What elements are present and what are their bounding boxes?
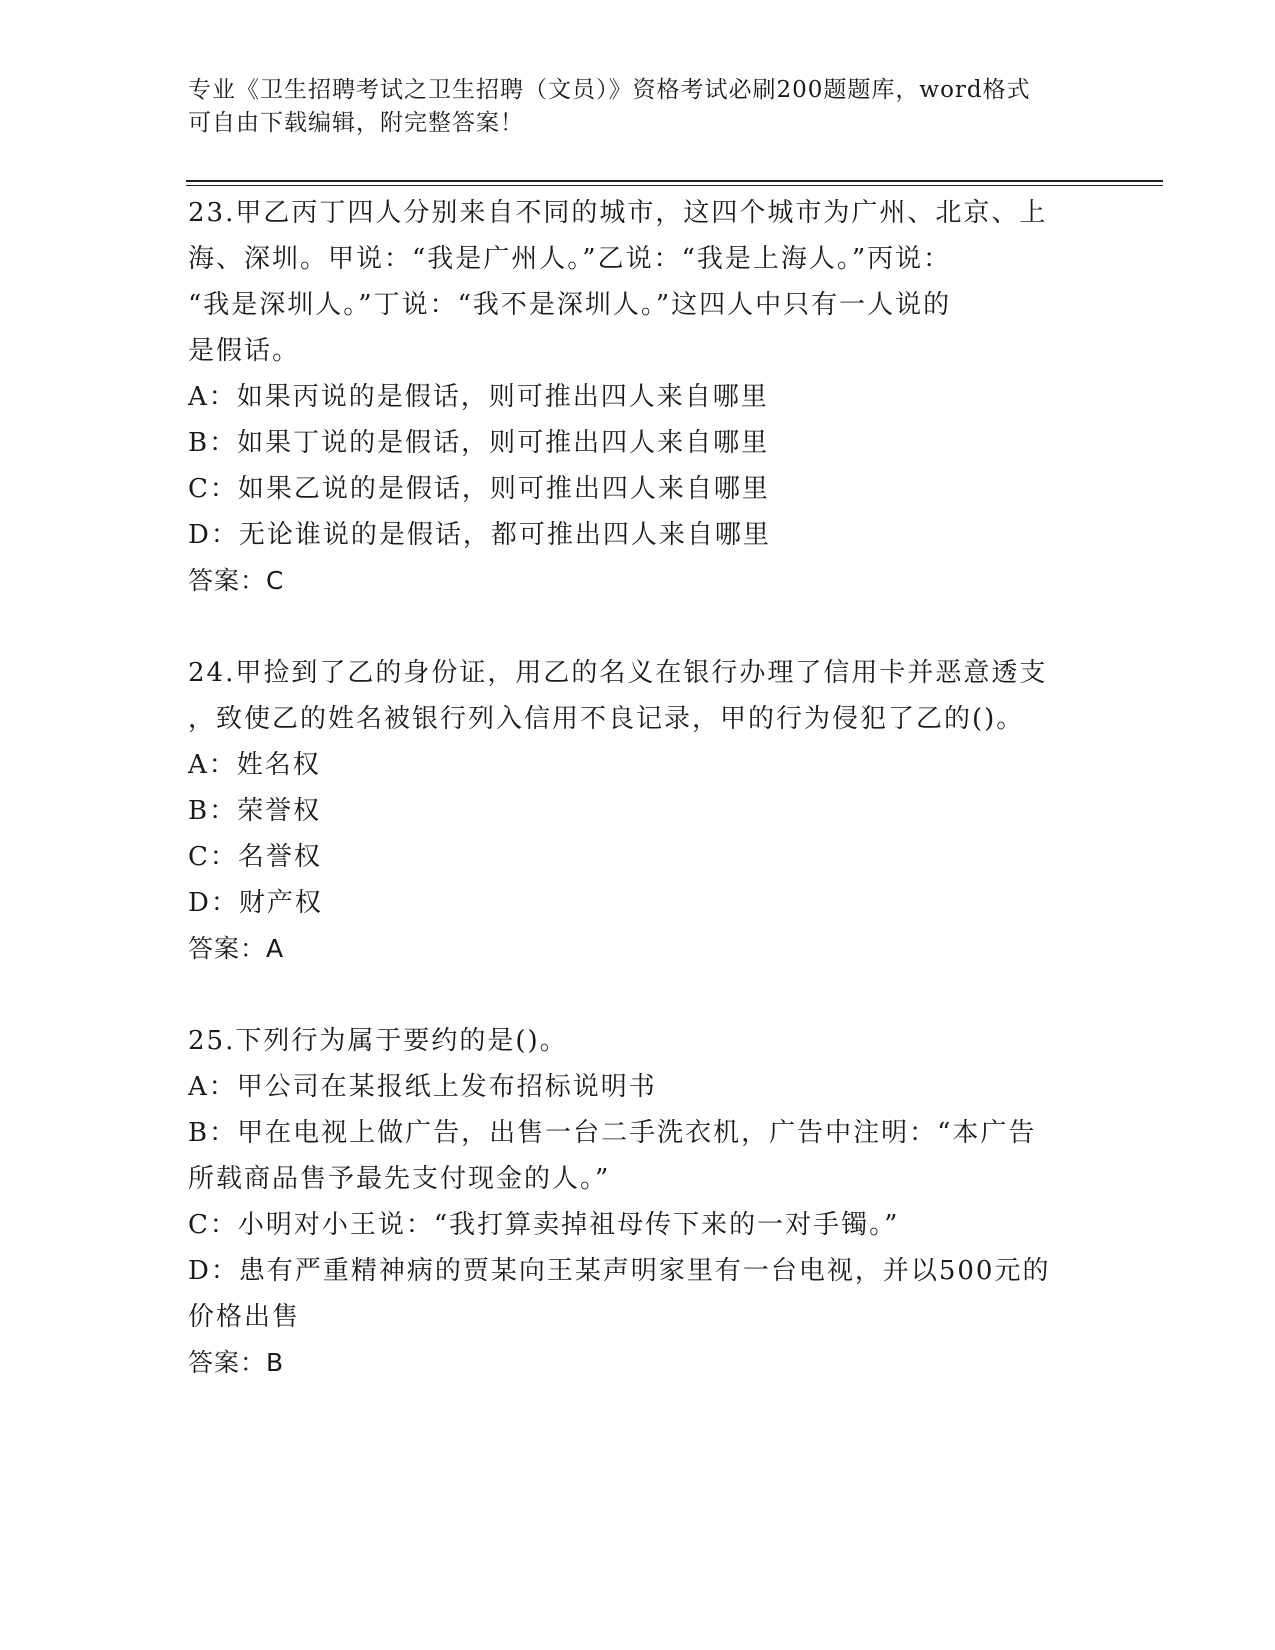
answer-label: 答案：B (188, 1348, 285, 1377)
option-b: B：荣誉权 (188, 796, 322, 826)
option-d: D：财产权 (188, 888, 323, 918)
option-a: A：姓名权 (188, 750, 321, 780)
option-b-continued: 所载商品售予最先支付现金的人。” (188, 1164, 611, 1194)
option-a: A：甲公司在某报纸上发布招标说明书 (188, 1072, 657, 1102)
question-24 (188, 650, 1088, 972)
option-d: D：患有严重精神病的贾某向王某声明家里有一台电视，并以500元的 (188, 1256, 1051, 1286)
option-b: B：甲在电视上做广告，出售一台二手洗衣机，广告中注明：“本广告 (188, 1118, 1037, 1148)
question-23 (188, 190, 1088, 604)
answer-label: 答案：C (188, 566, 285, 595)
question-stem-line: 23.甲乙丙丁四人分别来自不同的城市，这四个城市为广州、北京、上 (188, 198, 1048, 228)
question-stem-line: ，致使乙的姓名被银行列入信用不良记录，甲的行为侵犯了乙的()。 (188, 704, 1025, 734)
option-c: C：小明对小王说：“我打算卖掉祖母传下来的一对手镯。” (188, 1210, 900, 1240)
document-header (188, 74, 1088, 140)
question-list (188, 190, 1088, 1432)
option-c: C：如果乙说的是假话，则可推出四人来自哪里 (188, 474, 770, 504)
option-a: A：如果丙说的是假话，则可推出四人来自哪里 (188, 382, 769, 412)
option-d: D：无论谁说的是假话，都可推出四人来自哪里 (188, 520, 771, 550)
answer-label: 答案：A (188, 934, 285, 963)
question-stem-line: 25.下列行为属于要约的是()。 (188, 1026, 568, 1056)
question-stem-line: 海、深圳。甲说：“我是广州人。”乙说：“我是上海人。”丙说： (188, 244, 952, 274)
question-25 (188, 1018, 1088, 1386)
question-stem-line: “我是深圳人。”丁说：“我不是深圳人。”这四人中只有一人说的 (188, 290, 952, 320)
header-line: 专业《卫生招聘考试之卫生招聘（文员）》资格考试必刷200题题库，word格式 (188, 77, 1031, 103)
option-d-continued: 价格出售 (188, 1302, 301, 1332)
header-line: 可自由下载编辑，附完整答案！ (188, 110, 524, 136)
question-stem-line: 是假话。 (188, 336, 301, 366)
header-divider (186, 180, 1163, 182)
header-divider-thin (186, 185, 1163, 186)
option-b: B：如果丁说的是假话，则可推出四人来自哪里 (188, 428, 770, 458)
question-stem-line: 24.甲捡到了乙的身份证，用乙的名义在银行办理了信用卡并恶意透支 (188, 658, 1048, 688)
option-c: C：名誉权 (188, 842, 322, 872)
